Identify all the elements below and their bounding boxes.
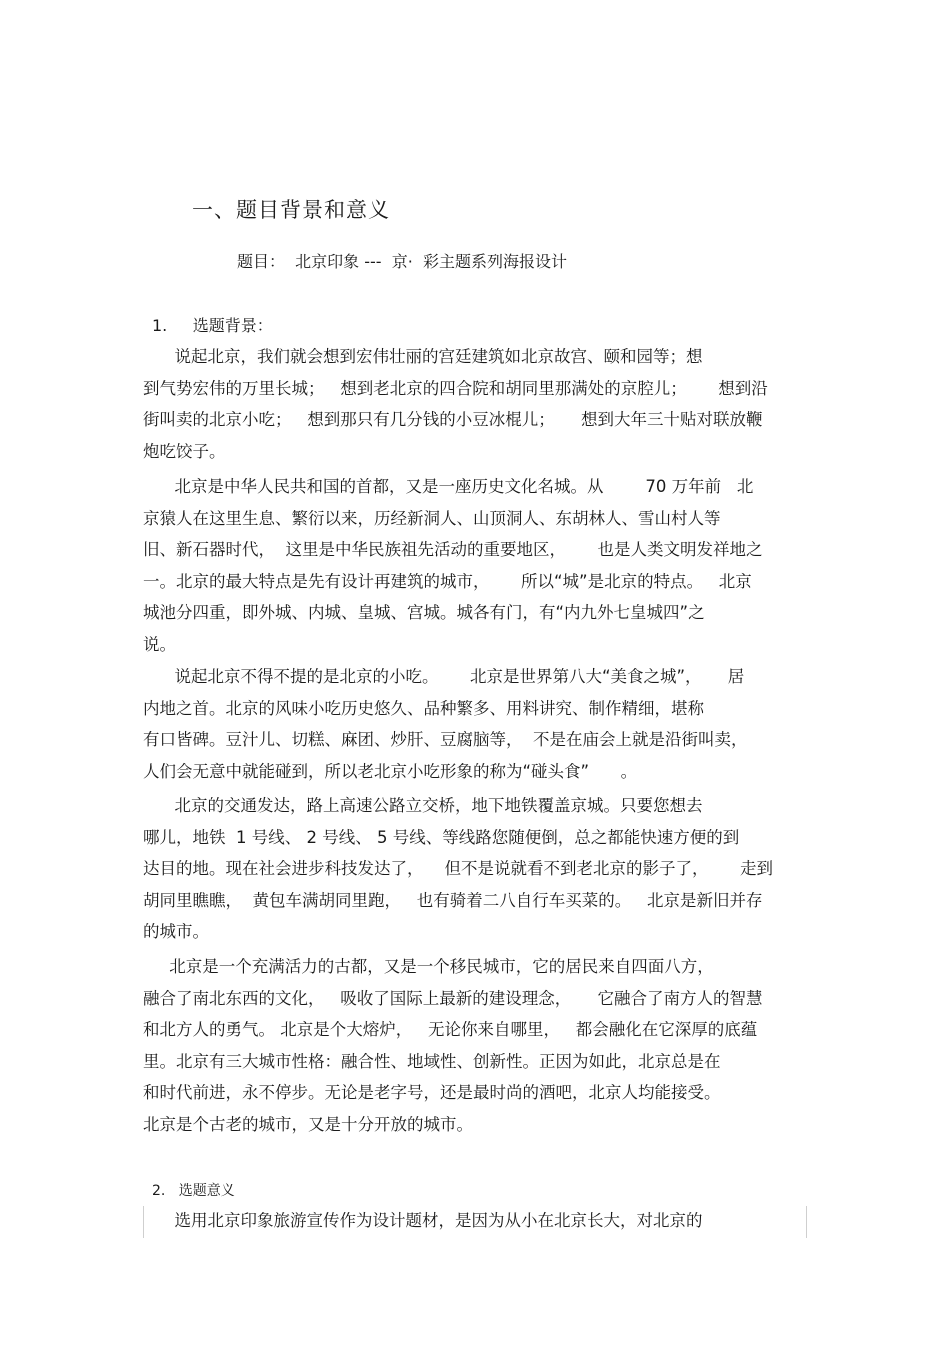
text-line: 里。北京有三大城市性格：融合性、地域性、创新性。正因为如此，北京总是在 <box>143 1051 721 1071</box>
paragraph-2 <box>143 471 807 661</box>
paragraph-4 <box>143 790 807 948</box>
text-line: 北京是个古老的城市，又是十分开放的城市。 <box>143 1114 473 1134</box>
paragraph-6 <box>143 1205 807 1237</box>
text-line: 北京是一个充满活力的古都，又是一个移民城市，它的居民来自四面八方， <box>143 957 714 976</box>
text-line: 融合了南北东西的文化， 吸收了国际上最新的建设理念， 它融合了南方人的智慧 <box>143 988 763 1008</box>
text-line: 人们会无意中就能碰到，所以老北京小吃形象的称为“碰头食” 。 <box>143 761 638 781</box>
text-line: 京猿人在这里生息、繁衍以来，历经新洞人、山顶洞人、东胡林人、雪山村人等 <box>143 508 721 528</box>
text-line: 的城市。 <box>143 922 209 942</box>
text-line: 旧、新石器时代， 这里是中华民族祖先活动的重要地区， 也是人类文明发祥地之 <box>143 540 763 560</box>
text-line: 炮吃饺子。 <box>143 441 226 461</box>
section-heading: 一、题目背景和意义 <box>192 198 390 222</box>
text-line: 胡同里瞧瞧， 黄包车满胡同里跑， 也有骑着二八自行车买菜的。 北京是新旧并存 <box>143 890 763 910</box>
text-line: 北京的交通发达，路上高速公路立交桥，地下地铁覆盖京城。只要您想去 <box>143 796 703 815</box>
subsection-title-background: 1. 选题背景： <box>152 316 273 335</box>
text-line: 说。 <box>143 634 176 654</box>
paragraph-1 <box>143 341 807 467</box>
text-line: 城池分四重，即外城、内城、皇城、宫城。城各有门，有“内九外七皇城四”之 <box>143 603 705 623</box>
subsection-title-significance: 2. 选题意义 <box>152 1183 235 1199</box>
text-line: 到气势宏伟的万里长城； 想到老北京的四合院和胡同里那满处的京腔儿； 想到沿 <box>143 378 768 398</box>
text-line: 一。北京的最大特点是先有设计再建筑的城市， 所以“城”是北京的特点。 北京 <box>143 571 752 591</box>
text-line: 和时代前进，永不停步。无论是老字号，还是最时尚的酒吧，北京人均能接受。 <box>143 1083 721 1103</box>
text-line: 内地之首。北京的风味小吃历史悠久、品种繁多、用料讲究、制作精细，堪称 <box>143 698 704 718</box>
text-line: 说起北京不得不提的是北京的小吃。 北京是世界第八大“美食之城”， 居 <box>143 667 745 686</box>
text-line: 选用北京印象旅游宣传作为设计题材，是因为从小在北京长大，对北京的 <box>143 1211 703 1230</box>
text-line: 哪儿，地铁 1 号线、 2 号线、 5 号线、等线路您随便倒，总之都能快速方便的到 <box>143 827 740 847</box>
text-line: 达目的地。现在社会进步科技发达了， 但不是说就看不到老北京的影子了， 走到 <box>143 859 773 879</box>
text-line: 说起北京，我们就会想到宏伟壮丽的宫廷建筑如北京故宫、颐和园等；想 <box>143 347 703 366</box>
text-line: 和北方人的勇气。 北京是个大熔炉， 无论你来自哪里， 都会融化在它深厚的底蕴 <box>143 1020 758 1040</box>
topic-line: 题目： 北京印象 --- 京· 彩主题系列海报设计 <box>237 252 568 271</box>
paragraph-5 <box>143 951 807 1141</box>
text-line: 北京是中华人民共和国的首都，又是一座历史文化名城。从 70 万年前 北 <box>143 477 754 496</box>
text-line: 有口皆碑。豆汁儿、切糕、麻团、炒肝、豆腐脑等， 不是在庙会上就是沿街叫卖， <box>143 730 748 750</box>
paragraph-3 <box>143 661 807 787</box>
text-line: 街叫卖的北京小吃； 想到那只有几分钱的小豆冰棍儿； 想到大年三十贴对联放鞭 <box>143 410 763 430</box>
